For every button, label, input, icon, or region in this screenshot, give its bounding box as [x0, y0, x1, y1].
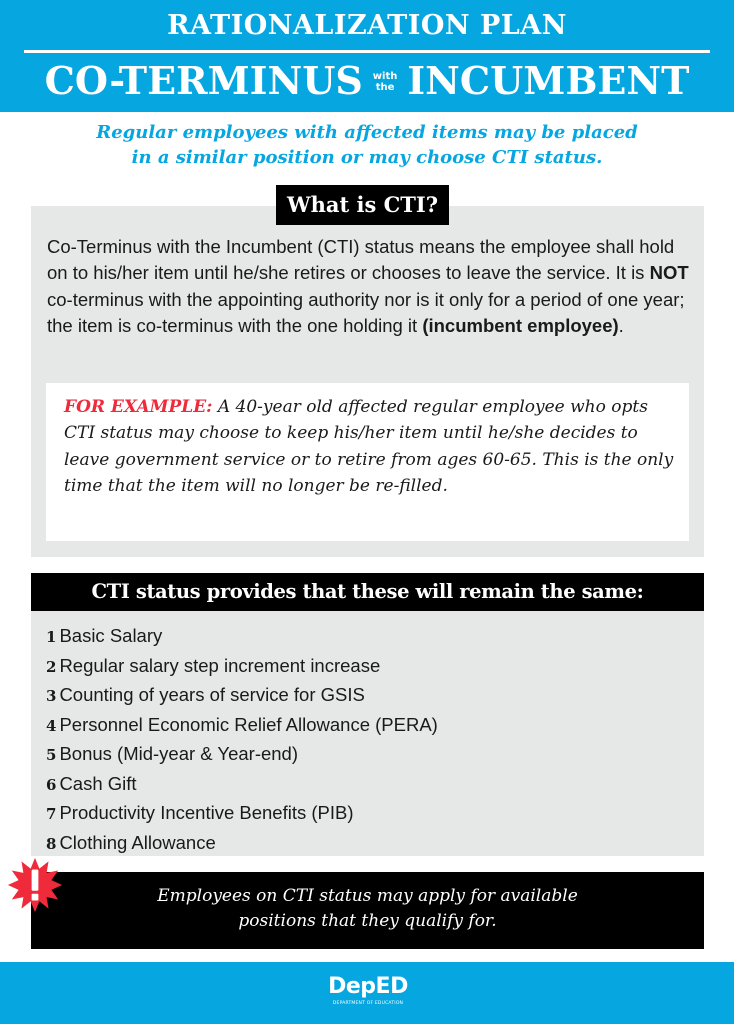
- item-number: 4: [46, 716, 57, 735]
- list-item: [46, 770, 438, 800]
- item-label: Productivity Incentive Benefits (PIB): [59, 802, 354, 823]
- definition-emphasis-incumbent: (incumbent employee): [422, 314, 619, 336]
- item-label: Cash Gift: [59, 772, 137, 794]
- main-title-connector: [373, 71, 398, 93]
- exclamation-burst-icon: [6, 856, 64, 914]
- subtitle-line-2: in a similar position or may choose CTI status.: [131, 147, 603, 168]
- item-label: Bonus (Mid-year & Year-end): [59, 743, 299, 764]
- note-banner: [31, 872, 704, 949]
- cti-definition: [47, 234, 697, 339]
- item-number: 5: [46, 746, 57, 764]
- logo-subtitle: DEPARTMENT OF EDUCATION: [332, 1001, 404, 1006]
- item-number: 3: [46, 687, 57, 705]
- header-divider: [24, 50, 710, 53]
- item-number: 2: [46, 657, 57, 676]
- definition-emphasis-not: NOT: [649, 262, 689, 284]
- definition-end: .: [618, 314, 624, 336]
- connector-the: the: [375, 82, 395, 93]
- item-label: Counting of years of service for GSIS: [59, 684, 365, 705]
- main-title: [0, 56, 734, 106]
- list-item: [46, 799, 438, 829]
- cti-benefits-heading: CTI status provides that these will remain the same:: [31, 573, 704, 611]
- note-line-1: Employees on CTI status may apply for available: [157, 886, 578, 906]
- list-item: [46, 681, 438, 711]
- note-line-2: positions that they qualify for.: [238, 911, 497, 931]
- main-title-left: CO-TERMINUS: [44, 58, 363, 103]
- item-number: 7: [46, 805, 57, 823]
- list-item: [46, 740, 438, 770]
- example-text: [64, 394, 674, 499]
- main-title-right: INCUMBENT: [407, 58, 690, 103]
- item-label: Clothing Allowance: [59, 831, 216, 853]
- deped-logo: [318, 973, 418, 1017]
- plan-title: RATIONALIZATION PLAN: [167, 10, 567, 41]
- logo-wordmark: DepED: [328, 974, 408, 999]
- example-body: A 40-year old affected regular employee who opts CTI status may choose to keep his/her item until he/she decides to leave government service or to retire from ages 60-65. This is the only time that the item will no longer be re-filled.: [64, 397, 674, 496]
- item-label: Basic Salary: [59, 625, 163, 646]
- item-label: Personnel Economic Relief Allowance (PERA): [59, 713, 438, 735]
- example-tag: FOR EXAMPLE:: [64, 397, 213, 417]
- subtitle: [0, 120, 734, 170]
- definition-text-2: co-terminus with the appointing authority nor is it only for a period of one year; the item is co-terminus with the one holding it: [47, 288, 685, 336]
- list-item: [46, 622, 438, 652]
- item-number: 1: [46, 628, 57, 646]
- item-number: 8: [46, 834, 57, 853]
- list-item: [46, 829, 438, 859]
- definition-text: Co-Terminus with the Incumbent (CTI) status means the employee shall hold on to his/her item until he/she retires or chooses to leave the service. It is: [47, 236, 675, 284]
- what-is-cti-heading: What is CTI?: [276, 185, 449, 225]
- connector-with: with: [372, 71, 398, 82]
- subtitle-line-1: Regular employees with affected items may be placed: [96, 122, 638, 143]
- header-banner: [0, 0, 734, 112]
- list-item: [46, 711, 438, 741]
- cti-benefits-list: [46, 622, 438, 858]
- item-label: Regular salary step increment increase: [59, 654, 381, 676]
- item-number: 6: [46, 775, 57, 794]
- list-item: [46, 652, 438, 682]
